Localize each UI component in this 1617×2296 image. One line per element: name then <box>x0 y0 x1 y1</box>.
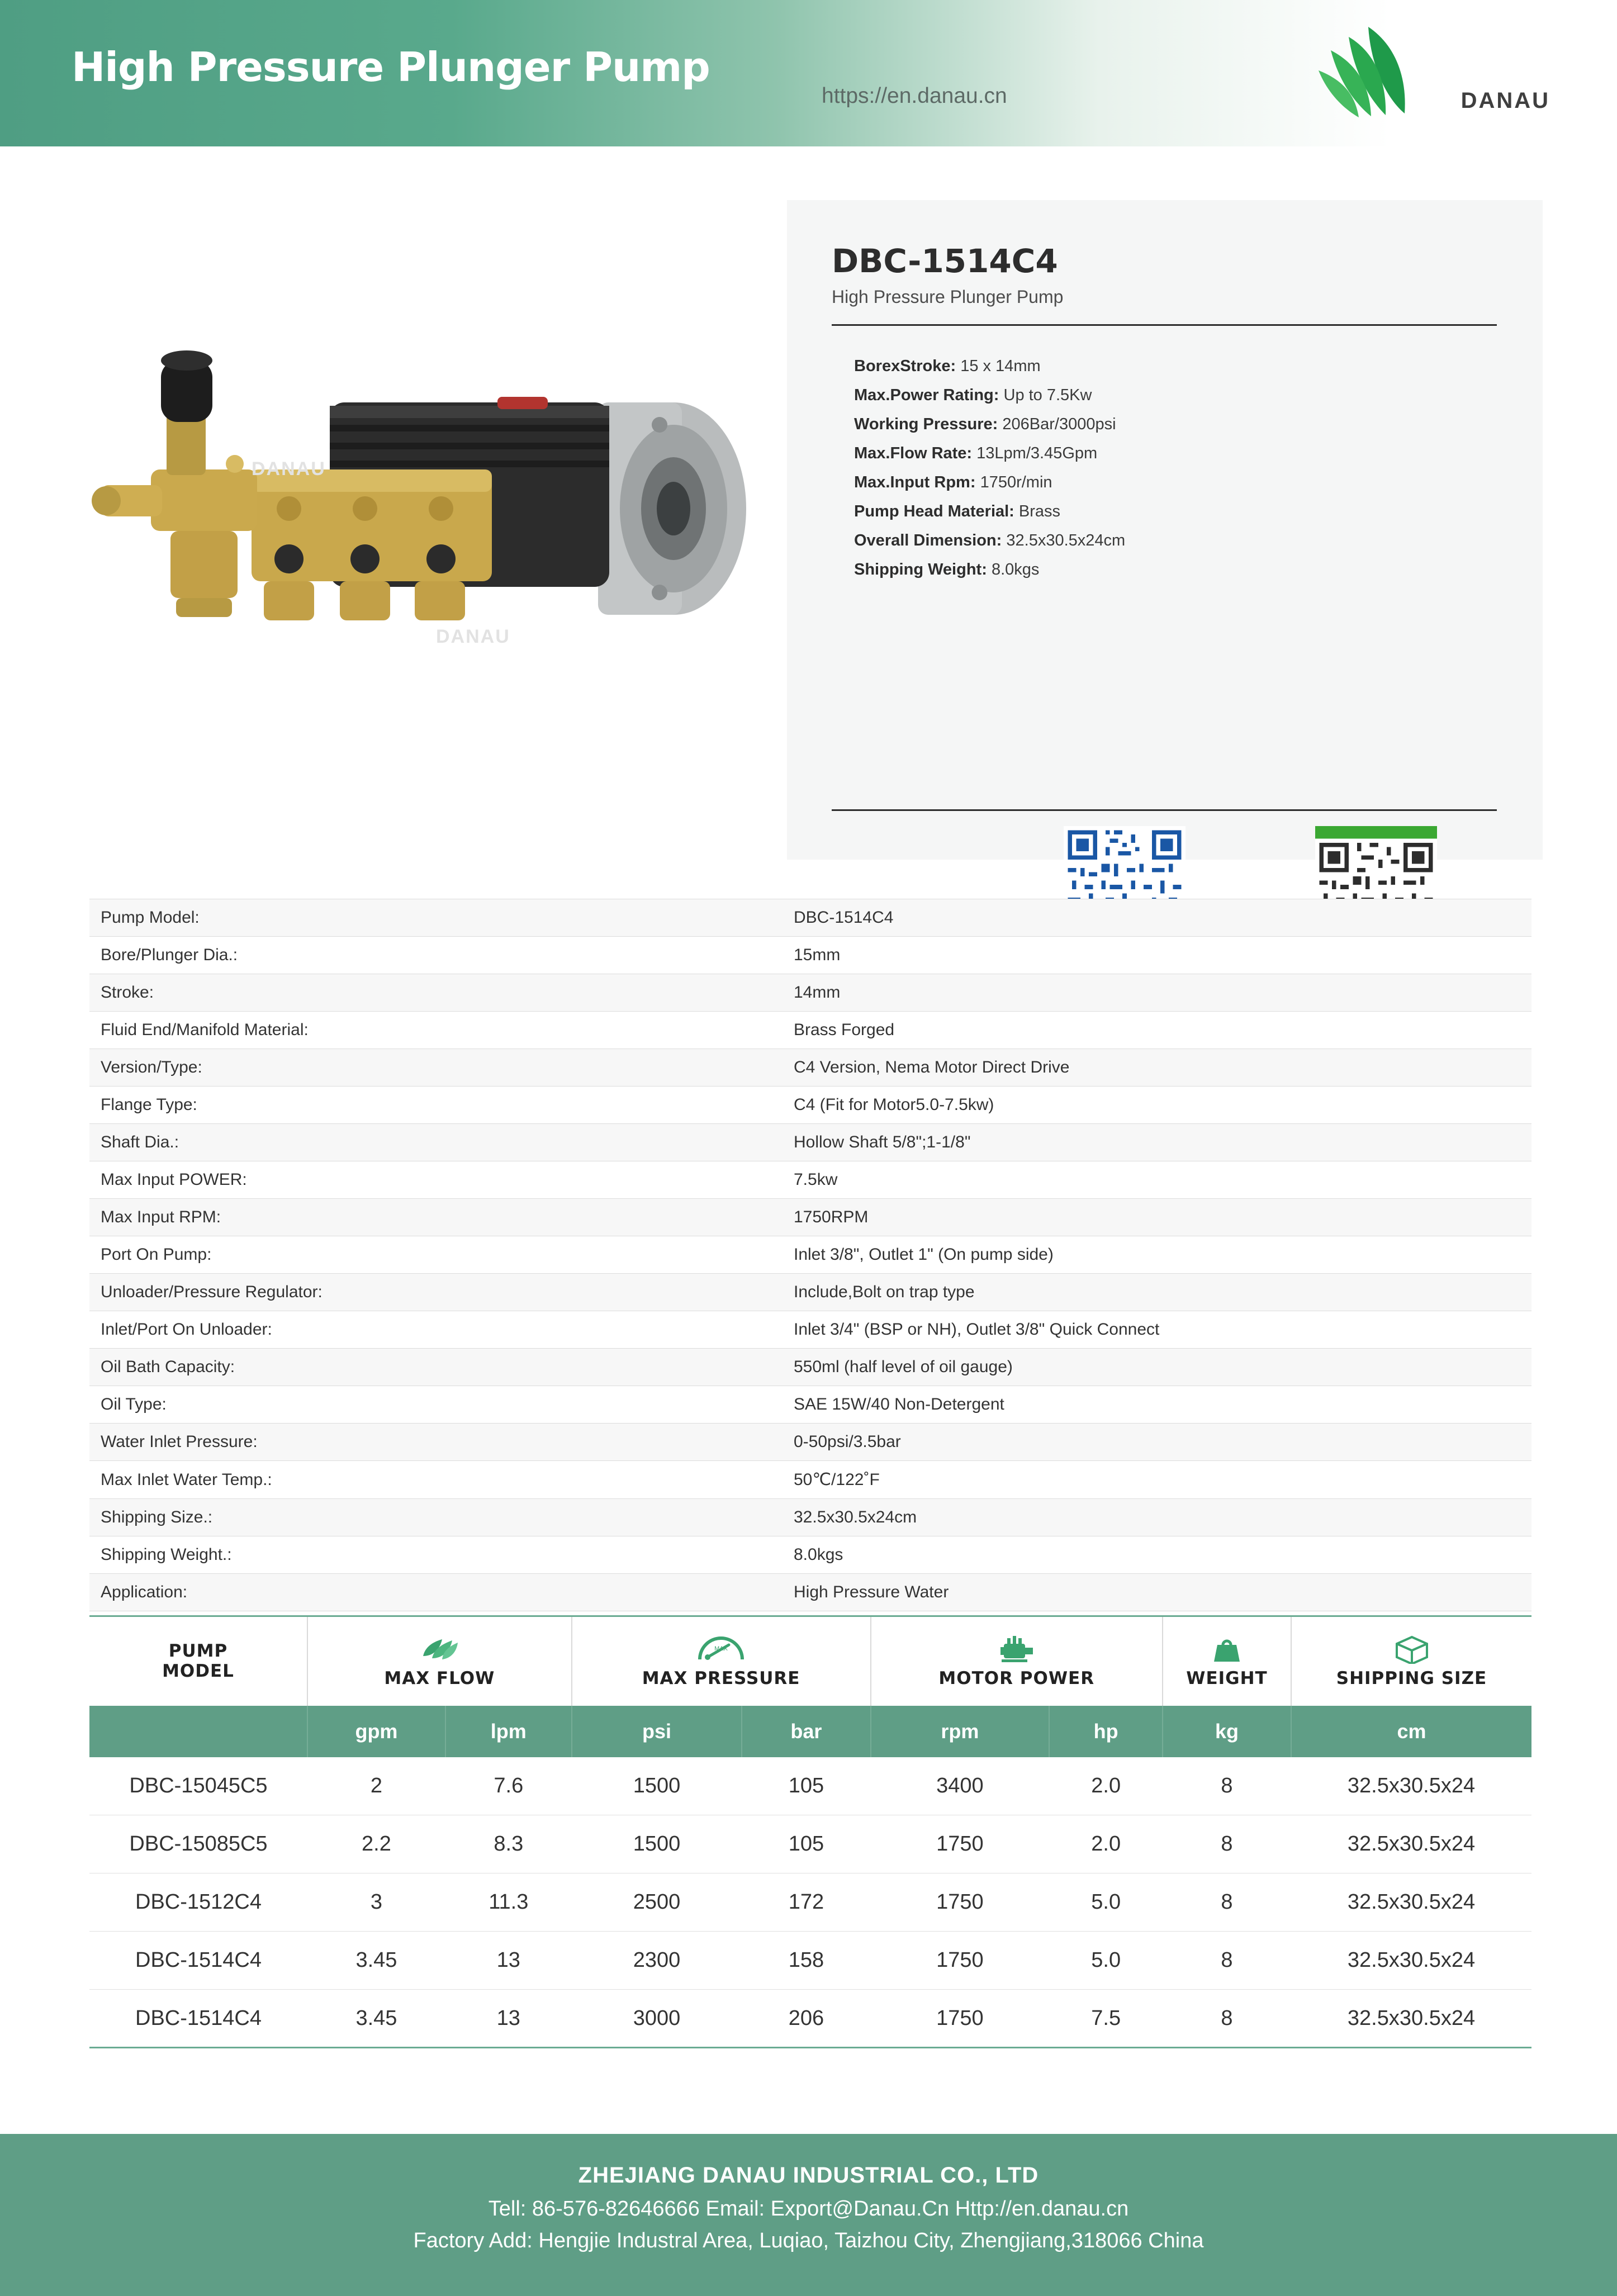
table-row <box>89 1124 1531 1161</box>
cell-psi: 3000 <box>572 1990 742 2048</box>
spec-key: Shipping Size.: <box>89 1499 783 1536</box>
table-row <box>89 1536 1531 1574</box>
spec-item: Working Pressure: 206Bar/3000psi <box>854 415 1116 433</box>
divider <box>832 809 1497 811</box>
spec-value: 15mm <box>783 937 1531 974</box>
table-row <box>89 1932 1531 1990</box>
spec-item: BorexStroke: 15 x 14mm <box>854 357 1041 375</box>
model-comparison-table <box>89 1615 1531 2048</box>
spec-highlight-list <box>832 352 1497 584</box>
cell-gpm: 3.45 <box>307 1990 445 2048</box>
svg-text:MAX: MAX <box>714 1645 728 1653</box>
table-row <box>89 974 1531 1012</box>
table-row <box>89 1236 1531 1274</box>
table-row <box>89 1161 1531 1199</box>
cell-lpm: 8.3 <box>445 1815 572 1873</box>
cell-hp: 2.0 <box>1049 1757 1163 1815</box>
spec-key: Version/Type: <box>89 1049 783 1087</box>
cell-rpm: 1750 <box>871 1932 1050 1990</box>
unit-cell: lpm <box>445 1706 572 1757</box>
spec-key: Unloader/Pressure Regulator: <box>89 1274 783 1311</box>
spec-value: 8.0kgs <box>783 1536 1531 1574</box>
spec-key: Port On Pump: <box>89 1236 783 1274</box>
gauge-icon <box>696 1634 746 1664</box>
page-title: High Pressure Plunger Pump <box>72 44 710 91</box>
model-table-unit-header <box>89 1706 1531 1757</box>
unit-cell: gpm <box>307 1706 445 1757</box>
unit-cell: hp <box>1049 1706 1163 1757</box>
cell-rpm: 3400 <box>871 1757 1050 1815</box>
cell-kg: 8 <box>1163 1815 1291 1873</box>
table-row <box>89 1311 1531 1349</box>
divider <box>832 324 1497 326</box>
footer-company-name: ZHEJIANG DANAU INDUSTRIAL CO., LTD <box>578 2163 1039 2188</box>
motor-icon <box>995 1634 1039 1664</box>
table-row <box>89 1461 1531 1499</box>
spec-item: Shipping Weight: 8.0kgs <box>854 561 1040 578</box>
footer-address: Factory Add: Hengjie Industral Area, Luqiao, Taizhou City, Zhengjiang,318066 China <box>413 2229 1204 2252</box>
spec-value: 50℃/122˚F <box>783 1461 1531 1499</box>
specifications-table <box>89 899 1531 1611</box>
footer-contact: Tell: 86-576-82646666 Email: Export@Danau.Cn Http://en.danau.cn <box>488 2197 1129 2221</box>
spec-value: Inlet 3/4" (BSP or NH), Outlet 3/8" Quick Connect <box>783 1311 1531 1349</box>
cell-kg: 8 <box>1163 1932 1291 1990</box>
photo-watermark: DANAU <box>436 626 510 647</box>
spec-item: Max.Power Rating: Up to 7.5Kw <box>854 386 1092 404</box>
cell-lpm: 11.3 <box>445 1873 572 1932</box>
cell-gpm: 3.45 <box>307 1932 445 1990</box>
unit-cell: rpm <box>871 1706 1050 1757</box>
spec-key: Stroke: <box>89 974 783 1012</box>
spec-value: DBC-1514C4 <box>783 899 1531 937</box>
table-row <box>89 1815 1531 1873</box>
product-photo <box>67 246 760 749</box>
spec-key: Oil Bath Capacity: <box>89 1349 783 1386</box>
cell-psi: 2300 <box>572 1932 742 1990</box>
header-website-url[interactable]: https://en.danau.cn <box>822 84 1007 108</box>
spec-card-subtitle: High Pressure Plunger Pump <box>832 287 1064 307</box>
cell-kg: 8 <box>1163 1990 1291 2048</box>
spec-item: Max.Input Rpm: 1750r/min <box>854 473 1052 491</box>
facebook-f-icon: f <box>1064 960 1093 989</box>
table-row <box>89 937 1531 974</box>
unit-cell: cm <box>1291 1706 1531 1757</box>
cell-lpm: 13 <box>445 1990 572 2048</box>
cell-psi: 1500 <box>572 1757 742 1815</box>
youtube-you-label: You <box>1315 962 1352 985</box>
weight-icon <box>1210 1634 1244 1664</box>
cell-model: DBC-15045C5 <box>89 1757 307 1815</box>
table-row <box>89 1349 1531 1386</box>
cell-model: DBC-1512C4 <box>89 1873 307 1932</box>
spec-item: Max.Flow Rate: 13Lpm/3.45Gpm <box>854 444 1098 462</box>
cell-hp: 5.0 <box>1049 1932 1163 1990</box>
spec-card-model: DBC-1514C4 <box>832 242 1058 280</box>
spec-value: SAE 15W/40 Non-Detergent <box>783 1386 1531 1424</box>
cell-rpm: 1750 <box>871 1815 1050 1873</box>
flow-leaf-icon <box>418 1634 461 1664</box>
cell-gpm: 3 <box>307 1873 445 1932</box>
cell-kg: 8 <box>1163 1757 1291 1815</box>
spec-value: 1750RPM <box>783 1199 1531 1236</box>
cell-gpm: 2 <box>307 1757 445 1815</box>
spec-key: Max Input RPM: <box>89 1199 783 1236</box>
page-header <box>0 0 1617 146</box>
spec-value: C4 Version, Nema Motor Direct Drive <box>783 1049 1531 1087</box>
table-row <box>89 1199 1531 1236</box>
cell-kg: 8 <box>1163 1873 1291 1932</box>
spec-key: Shaft Dia.: <box>89 1124 783 1161</box>
cell-size: 32.5x30.5x24 <box>1291 1932 1531 1990</box>
spec-key: Max Input POWER: <box>89 1161 783 1199</box>
spec-key: Oil Type: <box>89 1386 783 1424</box>
spec-value: 7.5kw <box>783 1161 1531 1199</box>
facebook-label: facebook <box>1101 963 1189 986</box>
spec-key: Max Inlet Water Temp.: <box>89 1461 783 1499</box>
spec-value: Brass Forged <box>783 1012 1531 1049</box>
company-logo <box>1315 21 1550 127</box>
table-row <box>89 899 1531 937</box>
table-row <box>89 1386 1531 1424</box>
cell-size: 32.5x30.5x24 <box>1291 1873 1531 1932</box>
spec-key: Fluid End/Manifold Material: <box>89 1012 783 1049</box>
photo-watermark: DANAU <box>252 458 326 480</box>
header-weight: WEIGHT <box>1163 1616 1291 1706</box>
spec-value: Hollow Shaft 5/8";1-1/8" <box>783 1124 1531 1161</box>
cell-rpm: 1750 <box>871 1873 1050 1932</box>
cell-size: 32.5x30.5x24 <box>1291 1815 1531 1873</box>
cell-bar: 105 <box>742 1757 870 1815</box>
plunger-pump-illustration <box>67 246 760 749</box>
youtube-tube-label: Tube <box>1356 961 1414 986</box>
cell-hp: 5.0 <box>1049 1873 1163 1932</box>
table-row <box>89 1499 1531 1536</box>
header-max-flow: MAX FLOW <box>307 1616 572 1706</box>
cell-lpm: 13 <box>445 1932 572 1990</box>
spec-value: Inlet 3/8", Outlet 1" (On pump side) <box>783 1236 1531 1274</box>
spec-key: Application: <box>89 1574 783 1611</box>
table-row <box>89 1424 1531 1461</box>
table-row <box>89 1087 1531 1124</box>
header-shipping-size: SHIPPING SIZE <box>1291 1616 1531 1706</box>
spec-item: Pump Head Material: Brass <box>854 502 1061 520</box>
table-row <box>89 1274 1531 1311</box>
spec-key: Flange Type: <box>89 1087 783 1124</box>
model-table-icon-header <box>89 1616 1531 1706</box>
table-row <box>89 1990 1531 2048</box>
cell-model: DBC-1514C4 <box>89 1990 307 2048</box>
logo-wordmark: DANAU <box>1460 88 1550 113</box>
spec-value: 14mm <box>783 974 1531 1012</box>
cell-model: DBC-15085C5 <box>89 1815 307 1873</box>
cell-bar: 105 <box>742 1815 870 1873</box>
spec-key: Bore/Plunger Dia.: <box>89 937 783 974</box>
cell-psi: 1500 <box>572 1815 742 1873</box>
cell-size: 32.5x30.5x24 <box>1291 1757 1531 1815</box>
cell-bar: 172 <box>742 1873 870 1932</box>
table-row <box>89 1757 1531 1815</box>
cell-lpm: 7.6 <box>445 1757 572 1815</box>
spec-key: Shipping Weight.: <box>89 1536 783 1574</box>
cell-bar: 206 <box>742 1990 870 2048</box>
cell-psi: 2500 <box>572 1873 742 1932</box>
spec-key: Water Inlet Pressure: <box>89 1424 783 1461</box>
header-motor-power: MOTOR POWER <box>871 1616 1163 1706</box>
table-row <box>89 1574 1531 1611</box>
spec-value: Include,Bolt on trap type <box>783 1274 1531 1311</box>
cell-size: 32.5x30.5x24 <box>1291 1990 1531 2048</box>
unit-cell: kg <box>1163 1706 1291 1757</box>
spec-value: C4 (Fit for Motor5.0-7.5kw) <box>783 1087 1531 1124</box>
spec-value: 0-50psi/3.5bar <box>783 1424 1531 1461</box>
spec-key: Pump Model: <box>89 899 783 937</box>
unit-cell: bar <box>742 1706 870 1757</box>
spec-item: Overall Dimension: 32.5x30.5x24cm <box>854 532 1126 549</box>
cell-bar: 158 <box>742 1932 870 1990</box>
header-pump-model: PUMP MODEL <box>89 1616 307 1706</box>
cell-rpm: 1750 <box>871 1990 1050 2048</box>
cell-model: DBC-1514C4 <box>89 1932 307 1990</box>
cell-hp: 7.5 <box>1049 1990 1163 2048</box>
spec-value: High Pressure Water <box>783 1574 1531 1611</box>
unit-cell: psi <box>572 1706 742 1757</box>
cell-gpm: 2.2 <box>307 1815 445 1873</box>
box-icon <box>1393 1634 1430 1664</box>
unit-cell <box>89 1706 307 1757</box>
page-footer <box>0 2134 1617 2296</box>
table-row <box>89 1873 1531 1932</box>
spec-value: 550ml (half level of oil gauge) <box>783 1349 1531 1386</box>
table-row <box>89 1049 1531 1087</box>
spec-key: Inlet/Port On Unloader: <box>89 1311 783 1349</box>
table-row <box>89 1012 1531 1049</box>
header-max-pressure: MAX MAX PRESSURE <box>572 1616 871 1706</box>
cell-hp: 2.0 <box>1049 1815 1163 1873</box>
spec-value: 32.5x30.5x24cm <box>783 1499 1531 1536</box>
